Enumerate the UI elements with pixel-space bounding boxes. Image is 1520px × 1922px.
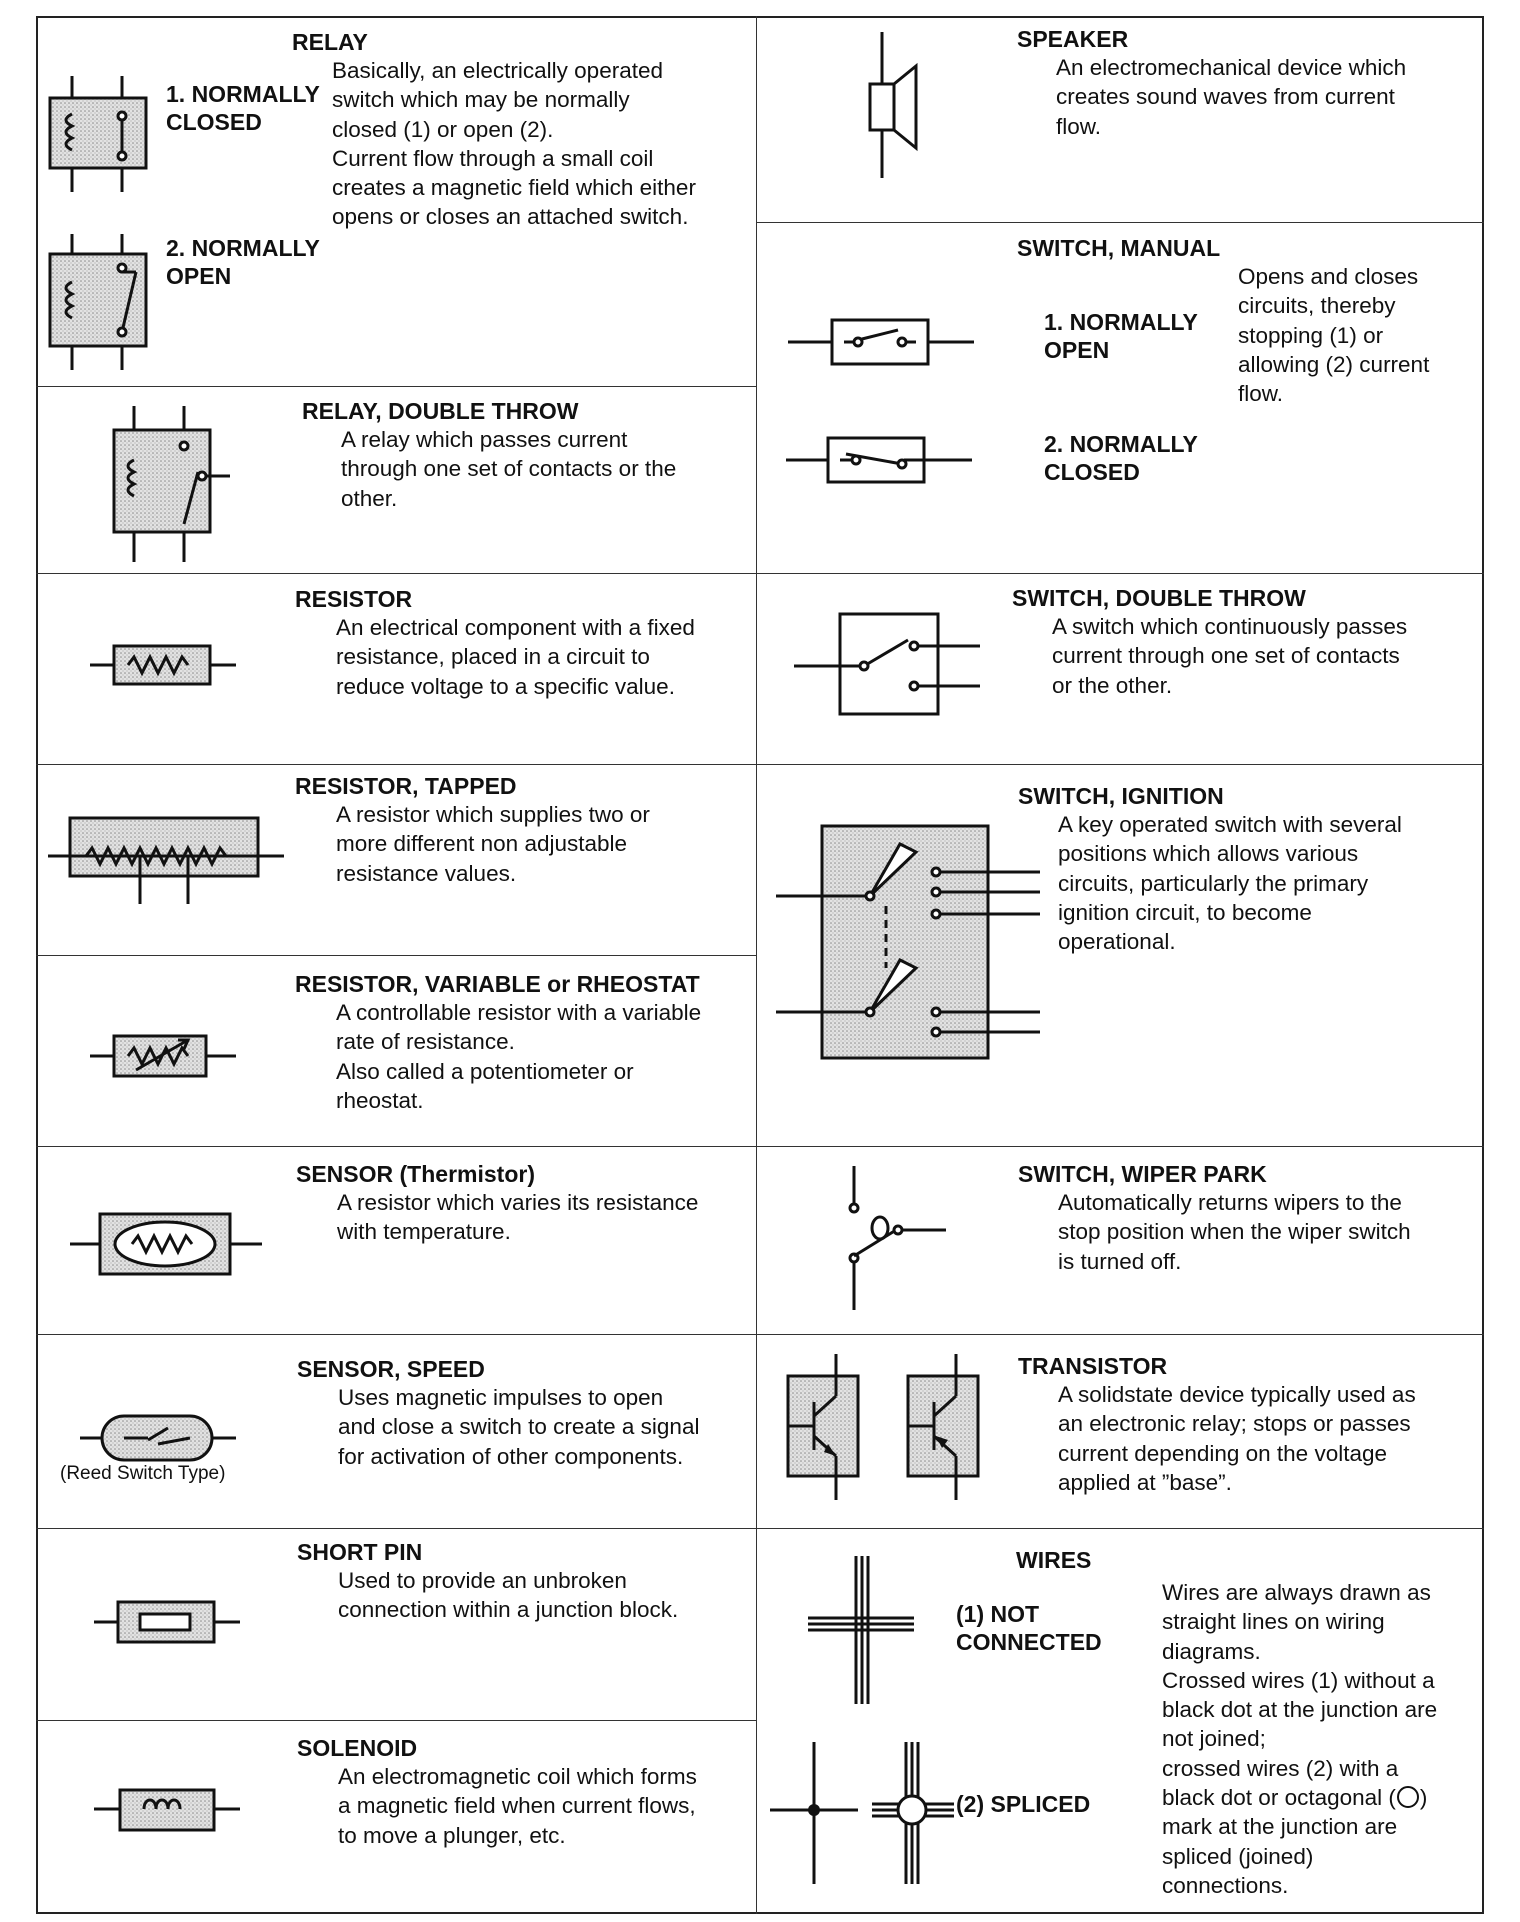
ignition-switch-symbol [774, 822, 1044, 1062]
row-divider [36, 955, 756, 956]
switch-manual-normally-open-label: 1. NORMALLY OPEN [1044, 309, 1198, 363]
row-divider [756, 1528, 1484, 1529]
switch-normally-open-symbol [786, 312, 976, 372]
short-pin-title: SHORT PIN [297, 1539, 423, 1565]
wires-spliced-symbol [768, 1738, 968, 1888]
sensor-thermistor-title: SENSOR (Thermistor) [296, 1161, 535, 1187]
reed-switch-symbol [78, 1404, 238, 1470]
transistor-symbols [784, 1352, 1024, 1502]
sensor-thermistor-description: A resistor which varies its resistance with temperature. [337, 1190, 699, 1245]
wires-not-connected-symbol [806, 1554, 916, 1706]
wires-spliced-label: (2) SPLICED [956, 1791, 1091, 1817]
wires-description-part-1: Wires are always drawn as straight lines on wiring diagrams. Crossed wires (1) without a black dot at the junction are not joined; crossed wires (2) with a black dot or octagonal ( [1162, 1580, 1438, 1811]
relay-double-throw-title: RELAY, DOUBLE THROW [302, 398, 579, 424]
relay-normally-open-symbol [44, 232, 154, 372]
relay-normally-open-label: 2. NORMALLY OPEN [166, 235, 320, 289]
solenoid-symbol [92, 1784, 242, 1834]
resistor-variable-title: RESISTOR, VARIABLE or RHEOSTAT [295, 971, 700, 997]
row-divider [36, 1146, 756, 1147]
switch-manual-title: SWITCH, MANUAL [1017, 235, 1221, 261]
wires-not-connected-label: (1) NOT CONNECTED [956, 1601, 1102, 1655]
pnp-transistor-symbol [908, 1354, 978, 1500]
column-divider [756, 16, 757, 1914]
relay-title: RELAY [292, 29, 368, 55]
solenoid-title: SOLENOID [297, 1735, 418, 1761]
resistor-tapped-description: A resistor which supplies two or more different non adjustable resistance values. [336, 802, 650, 886]
switch-normally-closed-symbol [784, 432, 974, 492]
sensor-speed-description: Uses magnetic impulses to open and close a switch to create a signal for activation of other components. [338, 1385, 700, 1469]
relay-description: Basically, an electrically operated switch which may be normally closed (1) or open (2). Current flow through a small coil creates a magnetic field which either opens or closes an attached switch. [332, 58, 696, 230]
row-divider [36, 764, 756, 765]
switch-ignition-description: A key operated switch with several positions which allows various circuits, particularly the primary ignition circuit, to become operational. [1058, 812, 1402, 955]
switch-double-throw-description: A switch which continuously passes current through one set of contacts or the other. [1052, 614, 1408, 698]
sensor-speed-title: SENSOR, SPEED [297, 1356, 485, 1382]
relay-double-throw-symbol [104, 404, 234, 564]
resistor-description: An electrical component with a fixed resistance, placed in a circuit to reduce voltage to a specific value. [336, 615, 695, 699]
wires-description: Wires are always drawn as straight lines on wiring diagrams. Crossed wires (1) without a black dot at the junction are not joined; crossed wires (2) with a black dot or octagonal ( ) mark at the junction are spliced (joined) connections. [1162, 1580, 1438, 1898]
row-divider [756, 764, 1484, 765]
row-divider [36, 386, 756, 387]
switch-double-throw-symbol [792, 610, 982, 718]
resistor-symbol [88, 640, 238, 690]
row-divider [36, 573, 756, 574]
transistor-title: TRANSISTOR [1018, 1353, 1168, 1379]
wires-description-part-2: mark at the junction are spliced (joined) connections. [1162, 1814, 1398, 1898]
switch-manual-description: Opens and closes circuits, thereby stopping (1) or allowing (2) current flow. [1238, 264, 1430, 407]
relay-normally-closed-symbol [44, 74, 154, 194]
switch-ignition-title: SWITCH, IGNITION [1018, 783, 1224, 809]
resistor-variable-description: A controllable resistor with a variable rate of resistance. Also called a potentiometer or rheostat. [336, 1000, 702, 1113]
row-divider [36, 1528, 756, 1529]
switch-wiper-park-title: SWITCH, WIPER PARK [1018, 1161, 1267, 1187]
speaker-symbol [860, 30, 940, 180]
relay-double-throw-description: A relay which passes current through one set of contacts or the other. [341, 427, 677, 511]
row-divider [756, 1146, 1484, 1147]
switch-double-throw-title: SWITCH, DOUBLE THROW [1012, 585, 1306, 611]
row-divider [756, 1334, 1484, 1335]
relay-normally-closed-label: 1. NORMALLY CLOSED [166, 81, 320, 135]
row-divider [756, 222, 1484, 223]
transistor-description: A solidstate device typically used as an electronic relay; stops or passes current depending on the voltage applied at ”base”. [1058, 1382, 1416, 1495]
wiper-park-switch-symbol [836, 1164, 956, 1314]
wires-title: WIRES [1016, 1547, 1092, 1573]
row-divider [36, 1334, 756, 1335]
switch-manual-normally-closed-label: 2. NORMALLY CLOSED [1044, 431, 1198, 485]
row-divider [36, 1720, 756, 1721]
octagonal-mark-icon [1397, 1786, 1419, 1808]
sensor-thermistor-symbol [68, 1204, 264, 1284]
reed-switch-caption: (Reed Switch Type) [60, 1463, 226, 1484]
resistor-variable-symbol [88, 1024, 238, 1084]
solenoid-description: An electromagnetic coil which forms a magnetic field when current flows, to move a plunger, etc. [338, 1764, 697, 1848]
resistor-title: RESISTOR [295, 586, 413, 612]
switch-wiper-park-description: Automatically returns wipers to the stop position when the wiper switch is turned off. [1058, 1190, 1411, 1274]
short-pin-description: Used to provide an unbroken connection within a junction block. [338, 1568, 679, 1623]
resistor-tapped-title: RESISTOR, TAPPED [295, 773, 517, 799]
row-divider [756, 573, 1484, 574]
npn-transistor-symbol [788, 1354, 858, 1500]
resistor-tapped-symbol [46, 812, 286, 908]
short-pin-symbol [92, 1596, 242, 1648]
speaker-description: An electromechanical device which creates sound waves from current flow. [1056, 55, 1407, 139]
speaker-title: SPEAKER [1017, 26, 1129, 52]
